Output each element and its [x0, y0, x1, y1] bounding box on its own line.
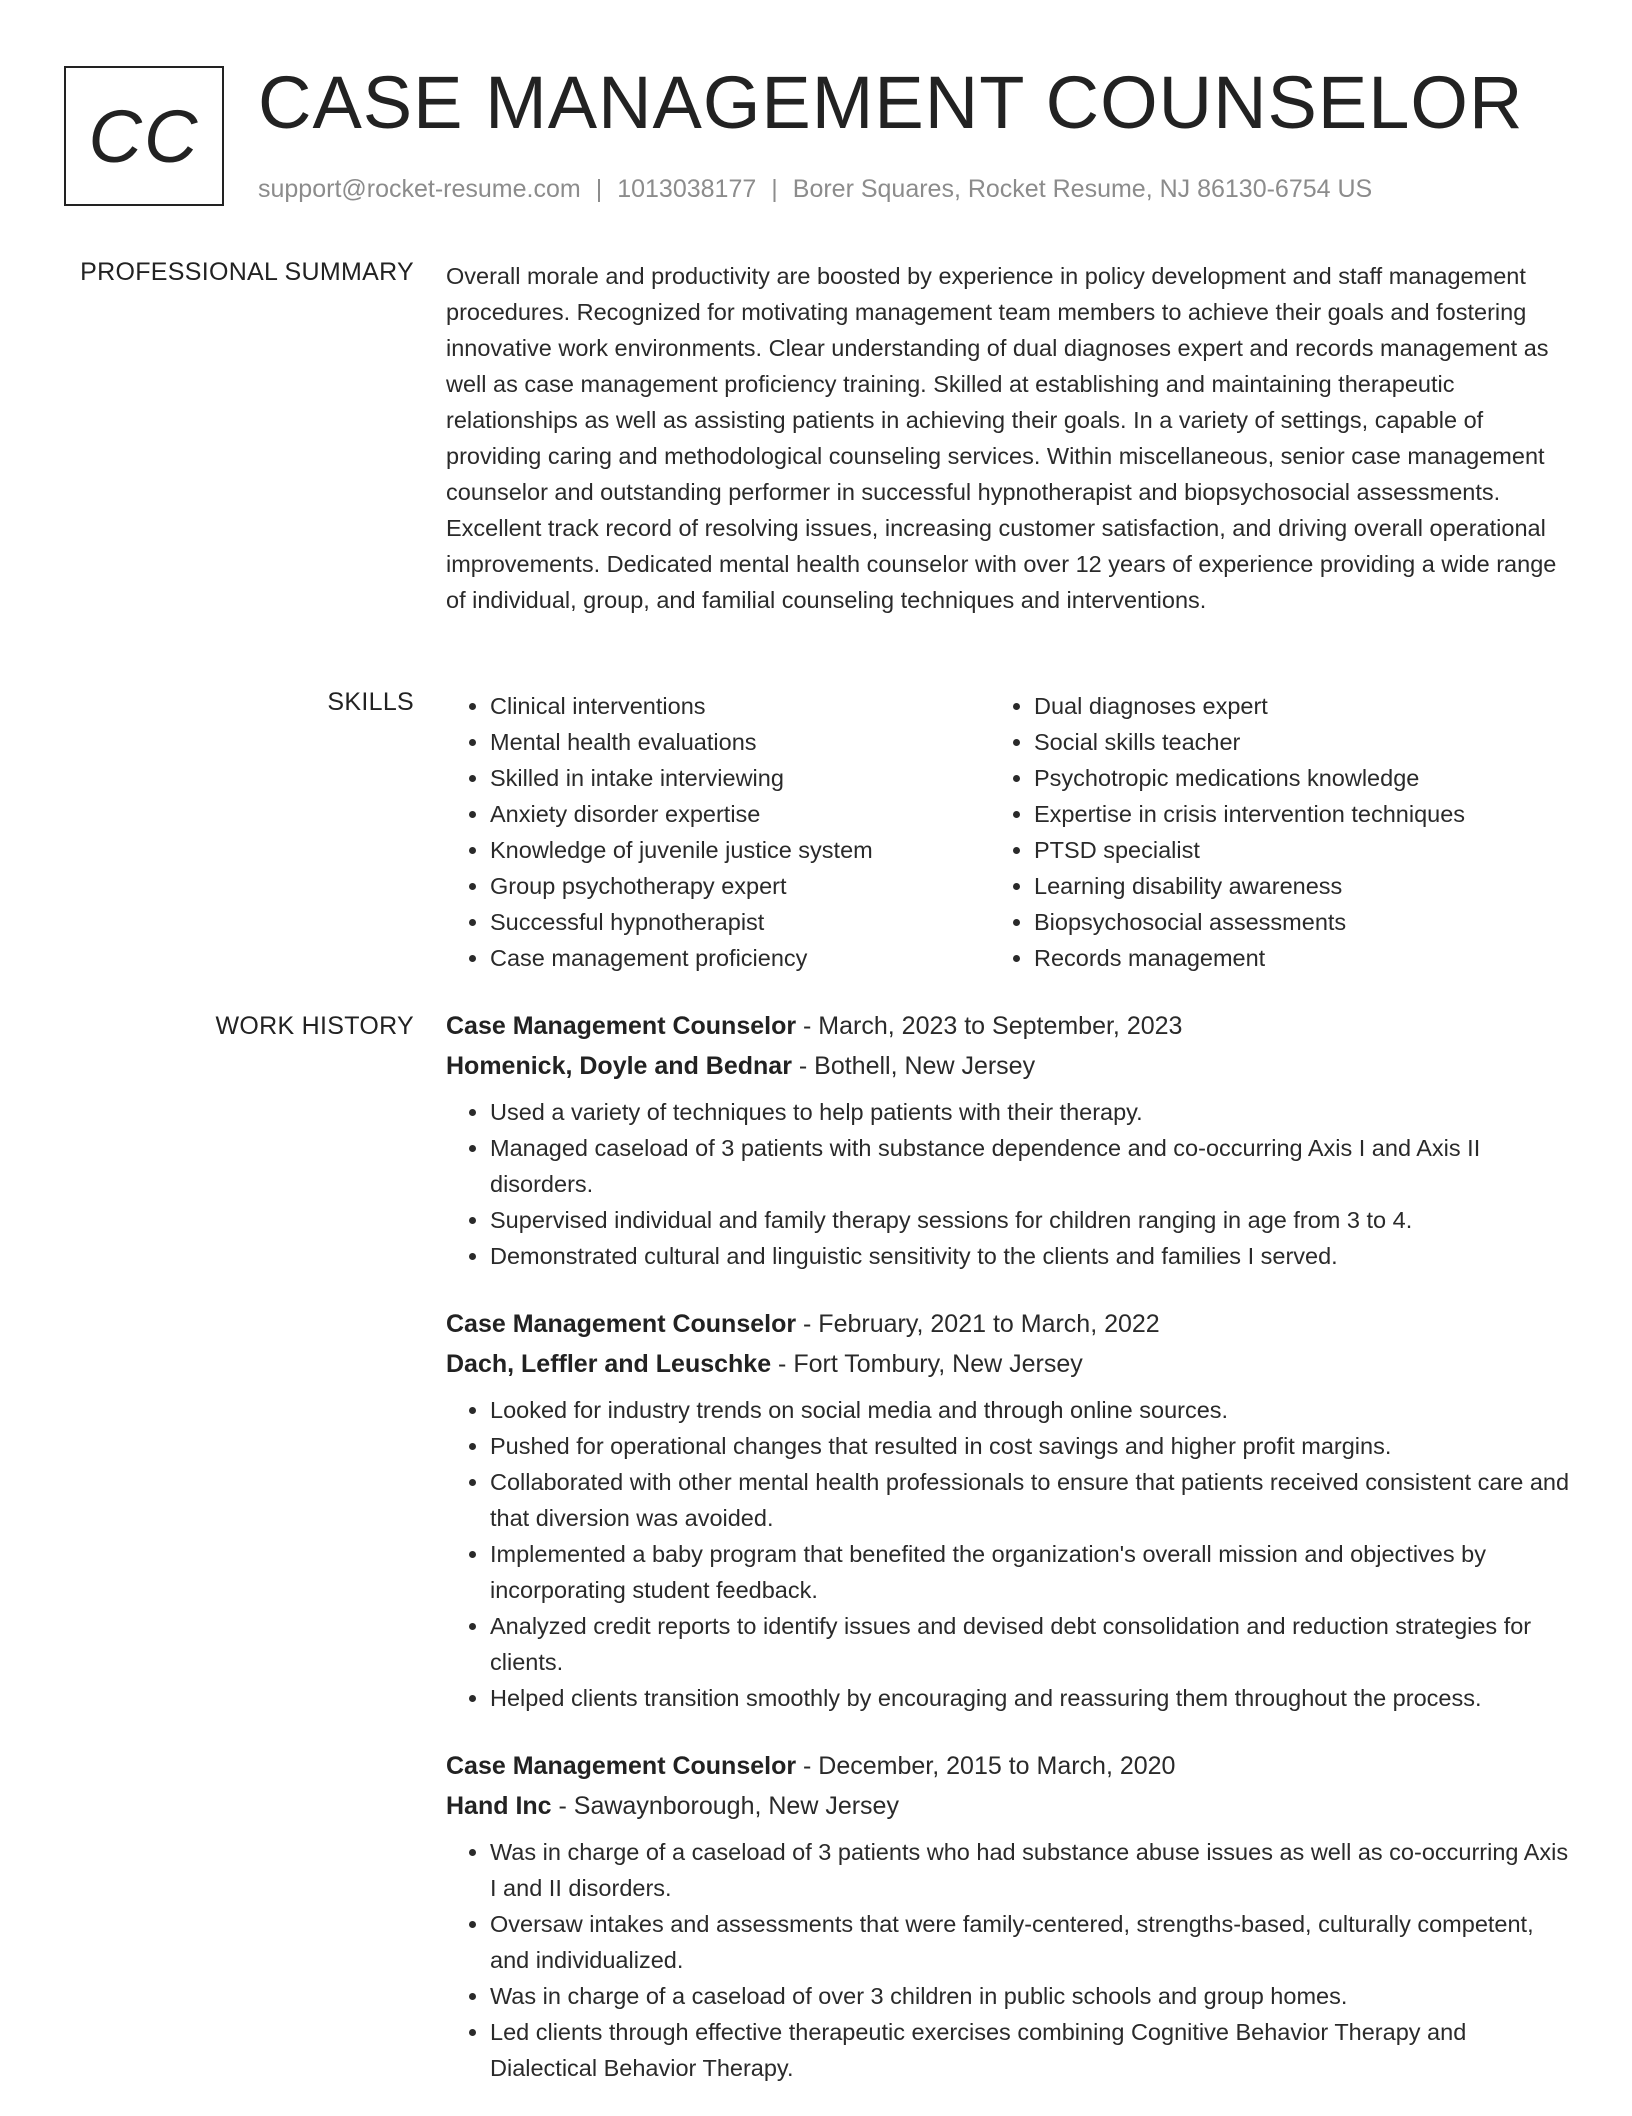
job-entry [446, 1304, 1576, 1716]
contact-phone: 1013038177 [617, 175, 757, 203]
job-entry [446, 1746, 1576, 2086]
contact-separator: | [595, 175, 603, 203]
skill-item: • Expertise in crisis intervention techniques [1034, 796, 1530, 832]
skill-item: • Clinical interventions [490, 688, 986, 724]
skill-item: • Case management proficiency [490, 940, 986, 976]
contact-email: support@rocket-resume.com [258, 175, 581, 203]
job-bullets [446, 1392, 1576, 1716]
section-label-summary: PROFESSIONAL SUMMARY [80, 258, 414, 286]
job-bullets [446, 1834, 1576, 2086]
job-bullet: • Managed caseload of 3 patients with substance dependence and co-occurring Axis I and Axis II disorders. [490, 1130, 1576, 1202]
contact-address: Borer Squares, Rocket Resume, NJ 86130-6754 US [792, 175, 1373, 203]
job-bullet: • Pushed for operational changes that resulted in cost savings and higher profit margins. [490, 1428, 1576, 1464]
skills-column-left [446, 688, 986, 976]
job-location: - Sawaynborough, New Jersey [551, 1792, 899, 1820]
job-title: Case Management Counselor [446, 1752, 797, 1780]
job-title: Case Management Counselor [446, 1012, 797, 1040]
contact-separator: | [771, 175, 778, 203]
skill-item: • Mental health evaluations [490, 724, 986, 760]
skill-item: • Anxiety disorder expertise [490, 796, 986, 832]
job-bullet: • Was in charge of a caseload of 3 patients who had substance abuse issues as well as co-occurring Axis I and II disorders. [490, 1834, 1576, 1906]
skill-item: • Group psychotherapy expert [490, 868, 986, 904]
job-bullets [446, 1094, 1576, 1274]
job-title: Case Management Counselor [446, 1310, 797, 1338]
job-company: Hand Inc [446, 1792, 552, 1820]
job-bullet: • Supervised individual and family therapy sessions for children ranging in age from 3 to 4. [490, 1202, 1576, 1238]
skills-list-left [446, 688, 986, 976]
job-bullet: • Collaborated with other mental health professionals to ensure that patients received consistent care and that diversion was avoided. [490, 1464, 1576, 1536]
job-company: Homenick, Doyle and Bednar [446, 1052, 792, 1080]
skill-item: • Dual diagnoses expert [1034, 688, 1530, 724]
job-title-line [446, 1746, 1576, 1786]
skill-item: • Learning disability awareness [1034, 868, 1530, 904]
job-bullet: • Helped clients transition smoothly by encouraging and reassuring them throughout the process. [490, 1680, 1576, 1716]
job-company: Dach, Leffler and Leuschke [446, 1350, 772, 1378]
job-bullet: • Analyzed credit reports to identify issues and devised debt consolidation and reduction strategies for clients. [490, 1608, 1576, 1680]
skill-item: • Successful hypnotherapist [490, 904, 986, 940]
page-title: CASE MANAGEMENT COUNSELOR [258, 61, 1524, 144]
job-company-line [446, 1786, 1576, 1826]
work-history [446, 1006, 1576, 2116]
skill-item: • Psychotropic medications knowledge [1034, 760, 1530, 796]
job-dates: - March, 2023 to September, 2023 [796, 1012, 1183, 1040]
skill-item: • Skilled in intake interviewing [490, 760, 986, 796]
job-entry [446, 1006, 1576, 1274]
skill-item: • Social skills teacher [1034, 724, 1530, 760]
job-bullet: • Led clients through effective therapeutic exercises combining Cognitive Behavior Therapy and Dialectical Behavior Therapy. [490, 2014, 1576, 2086]
skill-item: • Records management [1034, 940, 1530, 976]
job-company-line [446, 1344, 1576, 1384]
job-bullet: • Looked for industry trends on social media and through online sources. [490, 1392, 1576, 1428]
contact-line [258, 175, 1372, 204]
monogram-logo: CC [64, 66, 224, 206]
job-bullet: • Was in charge of a caseload of over 3 children in public schools and group homes. [490, 1978, 1576, 2014]
job-location: - Fort Tombury, New Jersey [771, 1350, 1083, 1378]
skill-item: • Biopsychosocial assessments [1034, 904, 1530, 940]
job-dates: - February, 2021 to March, 2022 [796, 1310, 1160, 1338]
skills-column-right [990, 688, 1530, 976]
summary-text: Overall morale and productivity are boosted by experience in policy development and staff management procedures. Recognized for motivating management team members to achieve their goals and fostering innovative work environments. Clear understanding of dual diagnoses expert and records management as well as case management proficiency training. Skilled at establishing and maintaining therapeutic relationships as well as assisting patients in achieving their goals. In a variety of settings, capable of providing caring and methodological counseling services. Within miscellaneous, senior case management counselor and outstanding performer in successful hypnotherapist and biopsychosocial assessments. Excellent track record of resolving issues, increasing customer satisfaction, and driving overall operational improvements. Dedicated mental health counselor with over 12 years of experience providing a wide range of individual, group, and familial counseling techniques and interventions. [446, 263, 1557, 613]
section-label-work: WORK HISTORY [215, 1012, 414, 1040]
job-bullet: • Used a variety of techniques to help patients with their therapy. [490, 1094, 1576, 1130]
skill-item: • Knowledge of juvenile justice system [490, 832, 986, 868]
job-title-line [446, 1304, 1576, 1344]
job-location: - Bothell, New Jersey [791, 1052, 1036, 1080]
section-label-skills: SKILLS [327, 688, 414, 716]
job-bullet: • Implemented a baby program that benefited the organization's overall mission and objectives by incorporating student feedback. [490, 1536, 1576, 1608]
skill-item: • PTSD specialist [1034, 832, 1530, 868]
job-bullet: • Demonstrated cultural and linguistic sensitivity to the clients and families I served. [490, 1238, 1576, 1274]
job-title-line [446, 1006, 1576, 1046]
job-bullet: • Oversaw intakes and assessments that were family-centered, strengths-based, culturally competent, and individualized. [490, 1906, 1576, 1978]
job-dates: - December, 2015 to March, 2020 [796, 1752, 1176, 1780]
job-company-line [446, 1046, 1576, 1086]
skills-list-right [990, 688, 1530, 976]
